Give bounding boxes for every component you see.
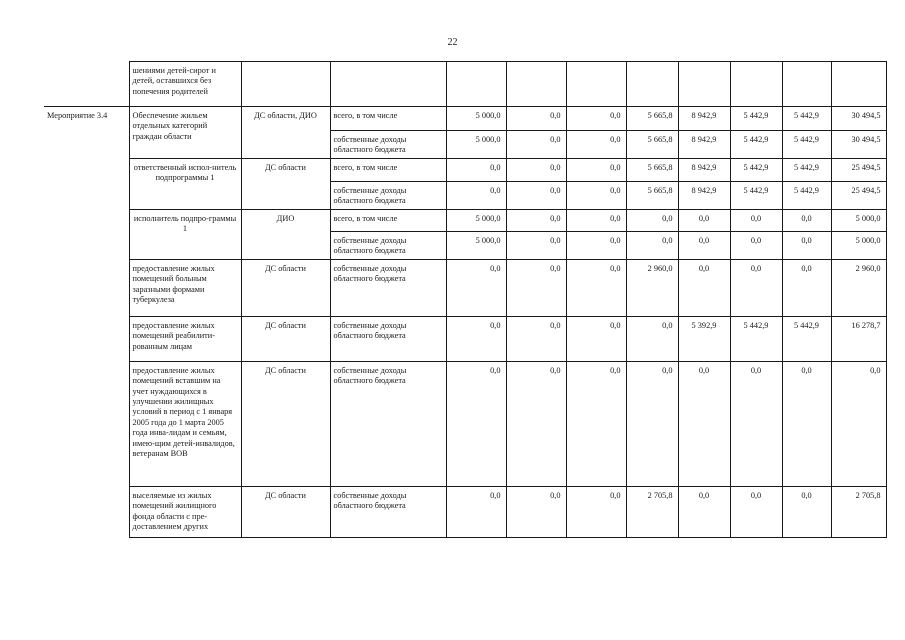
empty-cell: [241, 62, 330, 107]
value-cell: 0,0: [566, 362, 626, 487]
value-cell: 0,0: [566, 182, 626, 210]
value-cell: 5 442,9: [782, 107, 831, 131]
value-cell: 30 494,5: [831, 107, 886, 131]
continuation-description: шениями детей-сирот и детей, оставшихся без попечения родителей: [129, 62, 241, 107]
value-cell: 5 000,0: [446, 210, 506, 232]
value-cell: 0,0: [506, 362, 566, 487]
value-cell: 0,0: [506, 260, 566, 317]
value-cell: 5 000,0: [446, 131, 506, 159]
group-executor: ДС области: [241, 487, 330, 538]
value-cell: 0,0: [782, 232, 831, 260]
group-description: предоставление жилых помещений вставшим на учет нуждающихся в улучшении жилищных условий в период с 1 января 2005 года до 1 марта 2005 года инва-лидам и семьям, имею-щим детей-инвалидов, ветеранам ВОВ: [129, 362, 241, 487]
empty-cell: [678, 62, 730, 107]
value-cell: 0,0: [506, 131, 566, 159]
funding-source: собственные доходы областного бюджета: [330, 260, 446, 317]
measure-label: Мероприятие 3.4: [44, 107, 129, 538]
group-executor: ДС области: [241, 159, 330, 210]
measure-label-cell: [44, 62, 129, 107]
value-cell: 0,0: [730, 210, 782, 232]
value-cell: 0,0: [730, 232, 782, 260]
value-cell: 5 442,9: [730, 159, 782, 182]
table-row: [44, 107, 886, 131]
value-cell: 5 000,0: [446, 232, 506, 260]
value-cell: 5 442,9: [730, 317, 782, 362]
value-cell: 0,0: [782, 210, 831, 232]
value-cell: 0,0: [506, 487, 566, 538]
value-cell: 0,0: [626, 210, 678, 232]
funding-source: собственные доходы областного бюджета: [330, 487, 446, 538]
value-cell: 0,0: [678, 362, 730, 487]
group-executor: ДС области: [241, 317, 330, 362]
group-executor: ДС области: [241, 260, 330, 317]
value-cell: 0,0: [678, 487, 730, 538]
funding-source: собственные доходы областного бюджета: [330, 232, 446, 260]
value-cell: 0,0: [730, 487, 782, 538]
value-cell: 5 392,9: [678, 317, 730, 362]
value-cell: 0,0: [678, 260, 730, 317]
value-cell: 0,0: [782, 260, 831, 317]
group-description: предоставление жилых помещений больным заразными формами туберкулеза: [129, 260, 241, 317]
group-executor: ДС области, ДИО: [241, 107, 330, 159]
value-cell: 8 942,9: [678, 131, 730, 159]
value-cell: 0,0: [506, 107, 566, 131]
value-cell: 8 942,9: [678, 159, 730, 182]
value-cell: 8 942,9: [678, 107, 730, 131]
value-cell: 0,0: [446, 260, 506, 317]
value-cell: 0,0: [566, 260, 626, 317]
funding-source: собственные доходы областного бюджета: [330, 182, 446, 210]
value-cell: 5 442,9: [782, 131, 831, 159]
empty-cell: [446, 62, 506, 107]
value-cell: 0,0: [566, 232, 626, 260]
group-description: ответственный испол-нитель подпрограммы 1: [129, 159, 241, 210]
value-cell: 0,0: [446, 487, 506, 538]
value-cell: 5 442,9: [782, 159, 831, 182]
value-cell: 0,0: [566, 317, 626, 362]
value-cell: 0,0: [566, 487, 626, 538]
value-cell: 2 705,8: [626, 487, 678, 538]
funding-source: всего, в том числе: [330, 210, 446, 232]
value-cell: 0,0: [678, 232, 730, 260]
value-cell: 0,0: [831, 362, 886, 487]
empty-cell: [330, 62, 446, 107]
funding-source: всего, в том числе: [330, 107, 446, 131]
value-cell: 0,0: [506, 317, 566, 362]
empty-cell: [782, 62, 831, 107]
group-description: предоставление жилых помещений реабилити-рованным лицам: [129, 317, 241, 362]
table-row: [44, 260, 886, 317]
value-cell: 5 442,9: [730, 131, 782, 159]
value-cell: 0,0: [506, 159, 566, 182]
value-cell: 5 000,0: [831, 232, 886, 260]
value-cell: 0,0: [446, 182, 506, 210]
value-cell: 0,0: [446, 159, 506, 182]
funding-source: всего, в том числе: [330, 159, 446, 182]
value-cell: 8 942,9: [678, 182, 730, 210]
group-description: Обеспечение жильем отдельных категорий граждан области: [129, 107, 241, 159]
value-cell: 30 494,5: [831, 131, 886, 159]
value-cell: 5 442,9: [730, 107, 782, 131]
table-row: [44, 362, 886, 487]
page-number: 22: [447, 37, 458, 48]
empty-cell: [506, 62, 566, 107]
table-row: [44, 62, 886, 107]
group-executor: ДИО: [241, 210, 330, 260]
value-cell: 0,0: [506, 210, 566, 232]
funding-source: собственные доходы областного бюджета: [330, 131, 446, 159]
value-cell: 5 665,8: [626, 131, 678, 159]
value-cell: 0,0: [730, 362, 782, 487]
group-description: исполнитель подпро-граммы 1: [129, 210, 241, 260]
value-cell: 25 494,5: [831, 182, 886, 210]
value-cell: 0,0: [506, 182, 566, 210]
empty-cell: [626, 62, 678, 107]
value-cell: 2 705,8: [831, 487, 886, 538]
value-cell: 0,0: [626, 362, 678, 487]
value-cell: 5 000,0: [831, 210, 886, 232]
empty-cell: [730, 62, 782, 107]
value-cell: 0,0: [626, 317, 678, 362]
value-cell: 5 665,8: [626, 182, 678, 210]
value-cell: 0,0: [782, 487, 831, 538]
value-cell: 0,0: [566, 131, 626, 159]
value-cell: 0,0: [506, 232, 566, 260]
funding-source: собственные доходы областного бюджета: [330, 362, 446, 487]
value-cell: 0,0: [626, 232, 678, 260]
value-cell: 0,0: [446, 362, 506, 487]
value-cell: 0,0: [566, 159, 626, 182]
value-cell: 0,0: [446, 317, 506, 362]
value-cell: 5 665,8: [626, 159, 678, 182]
value-cell: 25 494,5: [831, 159, 886, 182]
value-cell: 5 665,8: [626, 107, 678, 131]
value-cell: 0,0: [730, 260, 782, 317]
value-cell: 2 960,0: [831, 260, 886, 317]
table-row: [44, 210, 886, 232]
group-description: выселяемые из жилых помещений жилищного фонда области с пре-доставлением других: [129, 487, 241, 538]
value-cell: 16 278,7: [831, 317, 886, 362]
value-cell: 5 000,0: [446, 107, 506, 131]
empty-cell: [566, 62, 626, 107]
value-cell: 5 442,9: [782, 317, 831, 362]
value-cell: 0,0: [566, 107, 626, 131]
table-row: [44, 317, 886, 362]
group-executor: ДС области: [241, 362, 330, 487]
value-cell: 0,0: [566, 210, 626, 232]
value-cell: 5 442,9: [782, 182, 831, 210]
value-cell: 0,0: [782, 362, 831, 487]
empty-cell: [831, 62, 886, 107]
funding-source: собственные доходы областного бюджета: [330, 317, 446, 362]
value-cell: 2 960,0: [626, 260, 678, 317]
table-row: [44, 159, 886, 182]
budget-table: [44, 61, 887, 538]
value-cell: 5 442,9: [730, 182, 782, 210]
table-row: [44, 487, 886, 538]
value-cell: 0,0: [678, 210, 730, 232]
